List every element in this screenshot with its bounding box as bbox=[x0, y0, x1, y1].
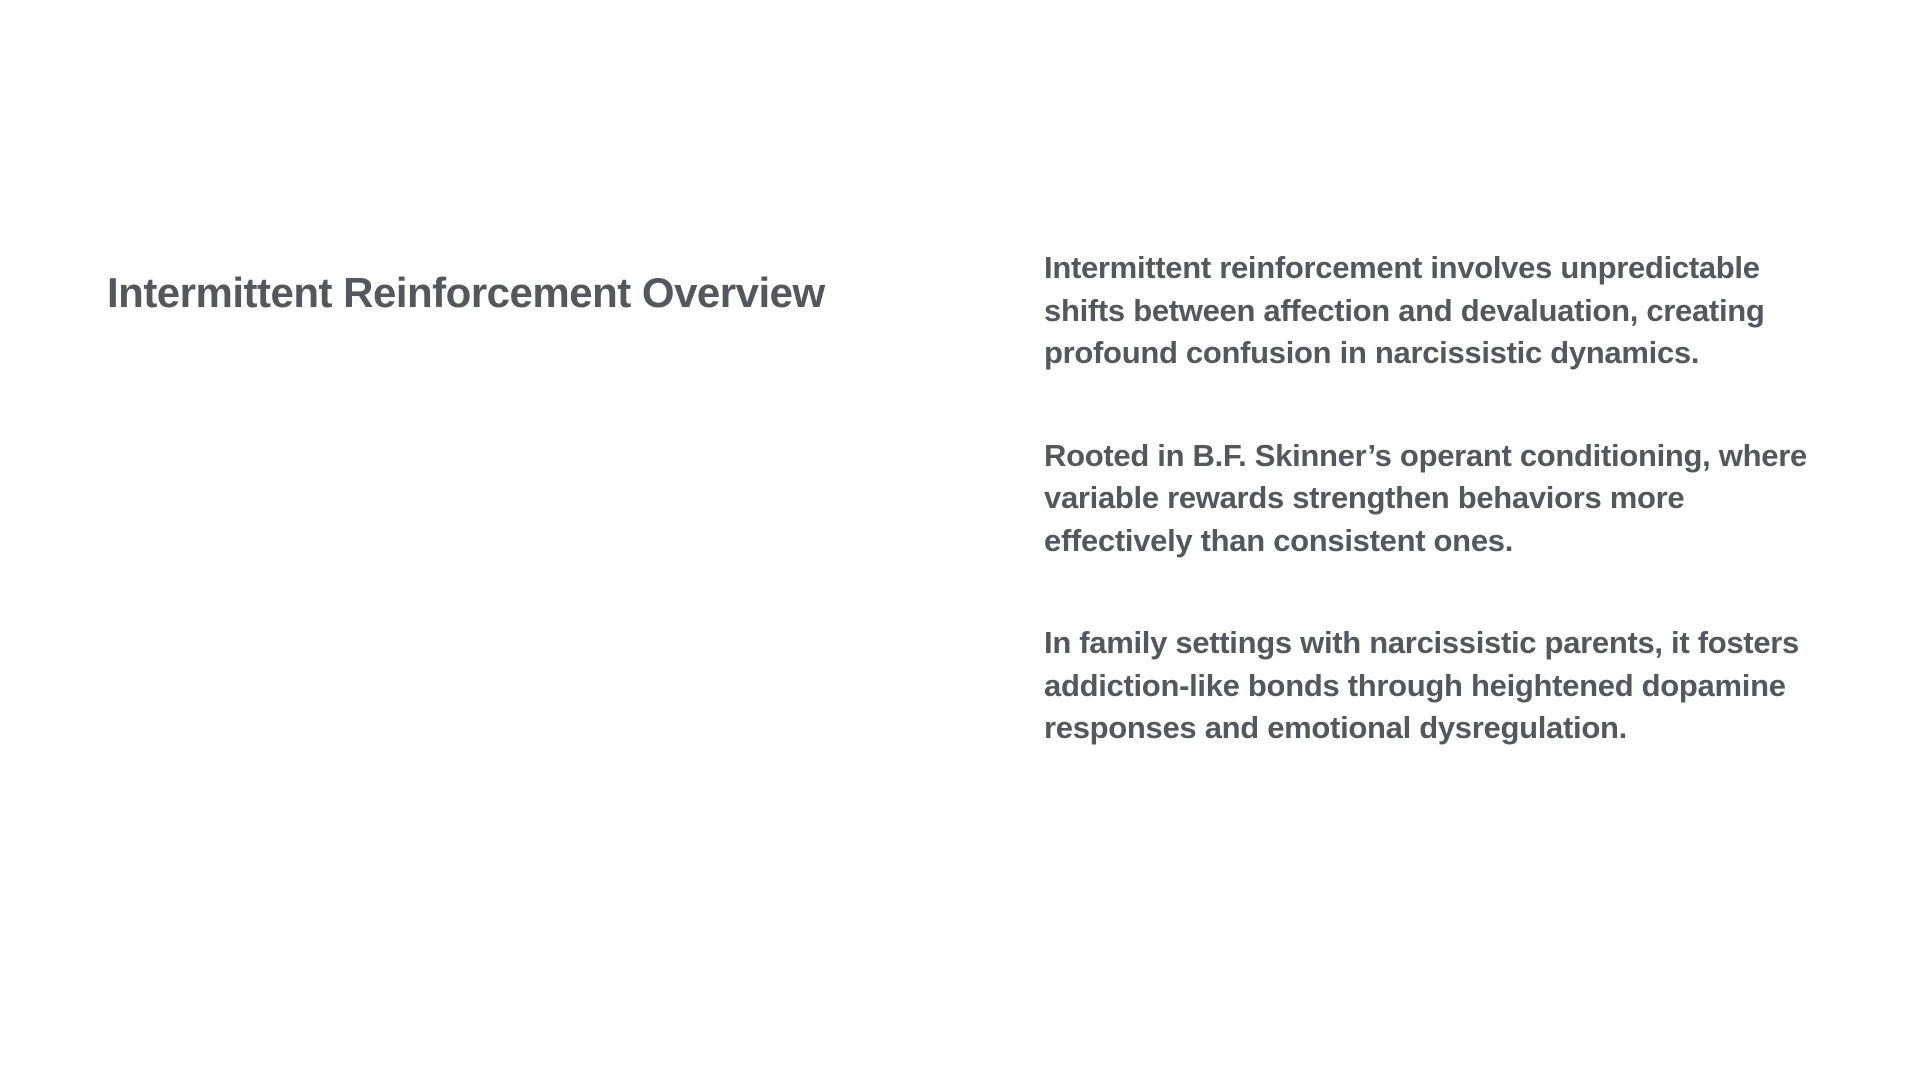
paragraph-definition: Intermittent reinforcement involves unpredictable shifts between affection and devaluation, creating profound confusion in narcissistic dynamics. bbox=[1044, 250, 1765, 370]
paragraph-family-impact: In family settings with narcissistic parents, it fosters addiction-like bonds through heightened dopamine responses and emotional dysregulation. bbox=[1044, 625, 1799, 745]
paragraph-origin: Rooted in B.F. Skinner’s operant conditioning, where variable rewards strengthen behaviors more effectively than consistent ones. bbox=[1044, 437, 1807, 558]
slide-title: Intermittent Reinforcement Overview bbox=[107, 269, 825, 316]
body-text-column bbox=[1044, 247, 1834, 750]
